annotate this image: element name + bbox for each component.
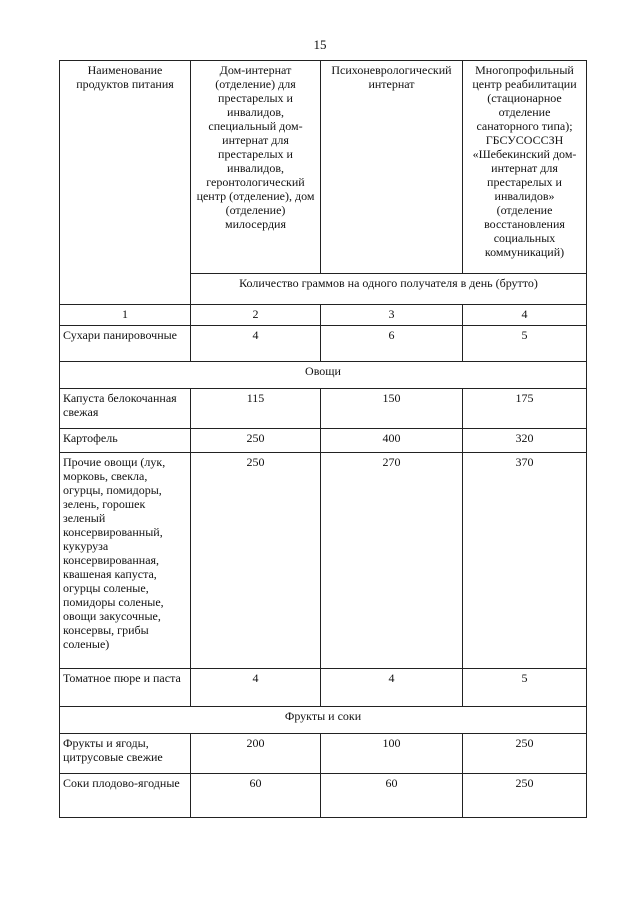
- value-cell: 250: [463, 774, 587, 818]
- value-cell: 175: [463, 389, 587, 429]
- product-name: Сухари панировочные: [60, 326, 191, 362]
- value-cell: 60: [191, 774, 321, 818]
- column-number: 3: [321, 305, 463, 326]
- product-name: Томатное пюре и паста: [60, 669, 191, 707]
- value-cell: 270: [321, 453, 463, 669]
- value-cell: 5: [463, 326, 587, 362]
- value-cell: 200: [191, 734, 321, 774]
- product-name: Капуста белокочанная свежая: [60, 389, 191, 429]
- col-header-psycho-neuro: Психоневрологический интернат: [321, 61, 463, 274]
- value-cell: 4: [191, 669, 321, 707]
- value-cell: 250: [191, 453, 321, 669]
- col-header-product: Наименование продуктов питания: [60, 61, 191, 305]
- nutrition-norms-table: [59, 60, 587, 818]
- value-cell: 400: [321, 429, 463, 453]
- table-row: [60, 453, 587, 669]
- value-cell: 250: [191, 429, 321, 453]
- value-cell: 4: [321, 669, 463, 707]
- value-cell: 370: [463, 453, 587, 669]
- subheader-grams: Количество граммов на одного получателя в день (брутто): [191, 274, 587, 305]
- col-header-nursing-home: Дом-интернат (отделение) для престарелых и инвалидов, специальный дом-интернат для престарелых и инвалидов, геронтологический центр (отделение), дом (отделение) милосердия: [191, 61, 321, 274]
- page-number: 15: [313, 37, 327, 52]
- table-row: [60, 429, 587, 453]
- column-number: 2: [191, 305, 321, 326]
- value-cell: 4: [191, 326, 321, 362]
- col-header-rehab-center: Многопрофильный центр реабилитации (стационарное отделение санаторного типа); ГБСУСОССЗН «Шебекинский дом-интернат для престарелых и инвалидов» (отделение восстановления социальных коммуникаций): [463, 61, 587, 274]
- header-row: [60, 61, 587, 274]
- column-number-row: [60, 305, 587, 326]
- value-cell: 320: [463, 429, 587, 453]
- value-cell: 5: [463, 669, 587, 707]
- table-row: [60, 734, 587, 774]
- section-title: Фрукты и соки: [60, 707, 587, 734]
- table-row: [60, 669, 587, 707]
- table-row: [60, 389, 587, 429]
- table-row: [60, 326, 587, 362]
- section-row: [60, 707, 587, 734]
- value-cell: 6: [321, 326, 463, 362]
- value-cell: 60: [321, 774, 463, 818]
- product-name: Картофель: [60, 429, 191, 453]
- table-row: [60, 774, 587, 818]
- value-cell: 100: [321, 734, 463, 774]
- product-name: Соки плодово-ягодные: [60, 774, 191, 818]
- column-number: 1: [60, 305, 191, 326]
- section-title: Овощи: [60, 362, 587, 389]
- section-row: [60, 362, 587, 389]
- value-cell: 150: [321, 389, 463, 429]
- product-name: Фрукты и ягоды, цитрусовые свежие: [60, 734, 191, 774]
- value-cell: 250: [463, 734, 587, 774]
- column-number: 4: [463, 305, 587, 326]
- product-name: Прочие овощи (лук, морковь, свекла, огурцы, помидоры, зелень, горошек зеленый консервированный, кукуруза консервированная, квашеная капуста, огурцы соленые, помидоры соленые, овощи закусочные, консервы, грибы соленые): [60, 453, 191, 669]
- value-cell: 115: [191, 389, 321, 429]
